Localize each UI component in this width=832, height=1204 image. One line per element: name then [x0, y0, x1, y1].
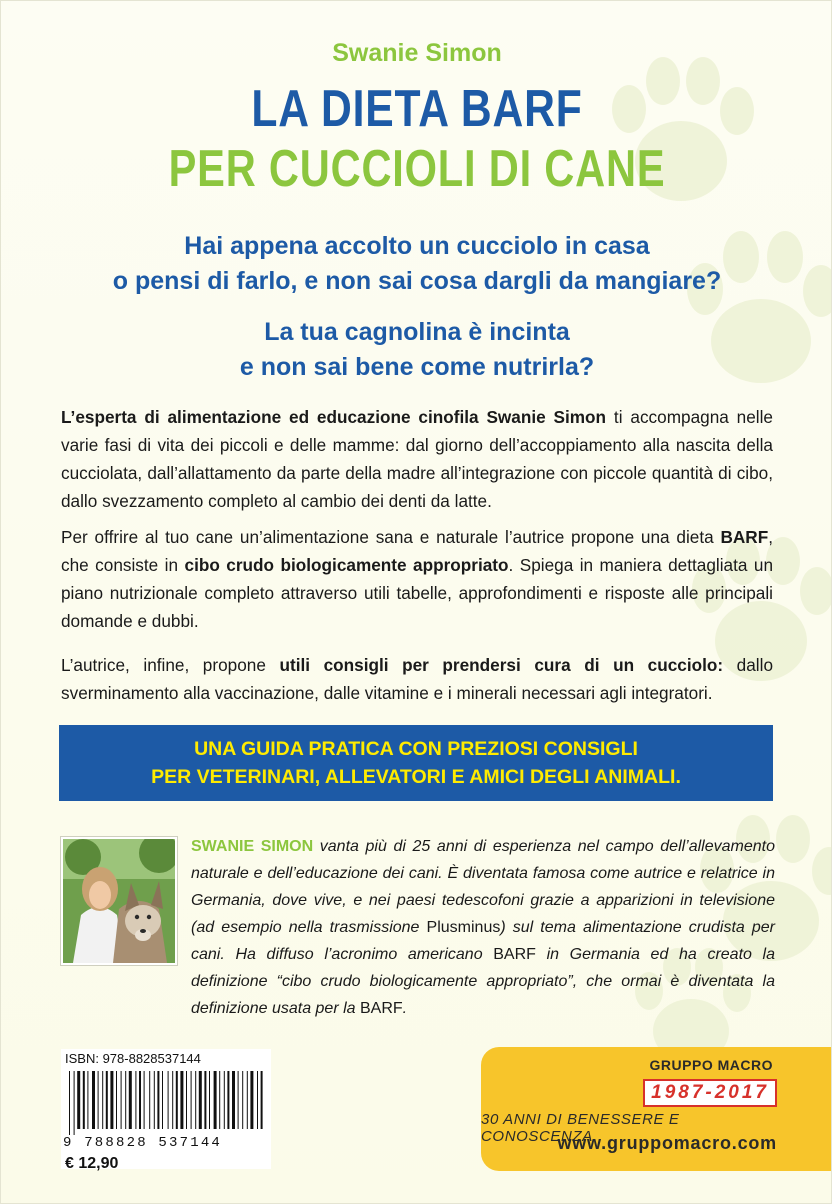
publisher-name: GRUPPO MACRO: [649, 1057, 773, 1073]
book-title-line1: LA DIETA BARF: [251, 80, 583, 138]
barcode-bar: [204, 1071, 206, 1129]
question-1-line2: o pensi di farlo, e non sai cosa dargli da mangiare?: [112, 267, 722, 295]
question-2-line1: La tua cagnolina è incinta: [264, 318, 570, 346]
barcode-bar: [125, 1071, 126, 1129]
barcode-bar: [110, 1071, 113, 1129]
barcode-bar: [232, 1071, 235, 1129]
barcode-bar: [83, 1071, 85, 1129]
barcode-bar: [69, 1071, 70, 1135]
barcode-bar: [154, 1071, 155, 1129]
barcode-bar: [87, 1071, 88, 1129]
ean-digits: 9 788828 537144: [63, 1135, 223, 1151]
barcode-bar: [257, 1071, 258, 1129]
barcode-bar: [98, 1071, 99, 1129]
barcode-bar: [106, 1071, 108, 1129]
barcode-icon: [63, 1071, 269, 1135]
barcode-bar: [180, 1071, 183, 1129]
barcode-bar: [129, 1071, 132, 1129]
barcode-bar: [74, 1071, 75, 1135]
author-bio: SWANIE SIMON vanta più di 25 anni di esperienza nel campo dell’allevamento naturale e dell’educazione dei cani. È diventata famosa come autrice e relatrice in Germania, dove vive, e nei paesi tedescofoni grazie a apparizioni in televisione (ad esempio nella trasmissione Plusminus) sul tema alimentazione crudista per cani. Ha diffuso l’acronimo americano BARF in Germania ed ha creato la definizione “cibo crudo biologicamente appropriato”, che ormai è diventata la definizione usata per la BARF.: [191, 838, 776, 1017]
barcode-bar: [219, 1071, 220, 1129]
description-paragraph-1: L’esperta di alimentazione ed educazione cinofila Swanie Simon ti accompagna nelle varie fasi di vita dei piccoli e delle mamme: dal giorno dell’accoppiamento alla nascita della cucciolata, dall’allattamento da parte della madre all’integrazione con piccole quantità di cibo, dallo svezzamento completo al cambio dei denti da latte.: [61, 407, 773, 511]
barcode-bar: [168, 1071, 169, 1129]
isbn-label: ISBN: 978-8828537144: [65, 1051, 201, 1066]
barcode-bar: [247, 1071, 248, 1129]
barcode-bar: [214, 1071, 217, 1129]
question-2-line2: e non sai bene come nutrirla?: [239, 353, 595, 381]
barcode-bar: [176, 1071, 178, 1129]
isbn-barcode-block: [61, 1049, 271, 1172]
barcode-bar: [149, 1071, 150, 1129]
book-price: € 12,90: [65, 1155, 119, 1172]
barcode-bar: [242, 1071, 243, 1129]
barcode-bar: [186, 1071, 187, 1129]
publisher-tagline: 30 ANNI DI BENESSERE E CONOSCENZA: [481, 1111, 680, 1145]
question-2: [1, 315, 832, 385]
barcode-bar: [116, 1071, 117, 1129]
barcode-bar: [261, 1071, 263, 1129]
question-1-line1: Hai appena accolto un cucciolo in casa: [184, 232, 650, 260]
barcode-bar: [139, 1071, 141, 1129]
barcode-bar: [121, 1071, 122, 1129]
author-with-dog-icon: [63, 839, 175, 963]
book-title-line2: PER CUCCIOLI DI CANE: [168, 140, 666, 198]
barcode-bar: [92, 1071, 95, 1129]
barcode-bar: [162, 1071, 163, 1129]
barcode-bar: [227, 1071, 229, 1129]
barcode-bar: [209, 1071, 210, 1129]
author-photo: [61, 837, 177, 965]
barcode-bar: [199, 1071, 202, 1129]
barcode-bar: [224, 1071, 225, 1129]
barcode-bar: [238, 1071, 239, 1129]
barcode-bar: [77, 1071, 80, 1129]
banner-line2: PER VETERINARI, ALLEVATORI E AMICI DEGLI ANIMALI.: [151, 766, 681, 788]
barcode-bar: [250, 1071, 253, 1129]
banner-line1: UNA GUIDA PRATICA CON PREZIOSI CONSIGLI: [194, 738, 638, 760]
barcode-bar: [195, 1071, 196, 1129]
description-paragraph-3: L’autrice, infine, propone utili consigli per prendersi cura di un cucciolo: dallo sverminamento alla vaccinazione, dalle vitamine e i minerali necessari agli integratori.: [61, 655, 774, 703]
barcode-bar: [191, 1071, 192, 1129]
highlight-banner: [59, 725, 773, 801]
publisher-anniversary-years: 1987-2017: [643, 1079, 777, 1107]
barcode-bar: [172, 1071, 173, 1129]
barcode-bar: [135, 1071, 136, 1129]
question-1: [1, 229, 832, 299]
publisher-badge: [481, 1047, 832, 1171]
barcode-bar: [157, 1071, 159, 1129]
barcode-bar: [102, 1071, 103, 1129]
barcode-bar: [144, 1071, 145, 1129]
publisher-website: www.gruppomacro.com: [557, 1133, 777, 1153]
description-paragraph-2: Per offrire al tuo cane un’alimentazione sana e naturale l’autrice propone una dieta BARF, che consiste in cibo crudo biologicamente appropriato. Spiega in maniera dettagliata un piano nutrizionale completo attraverso utili tabelle, approfondimenti e risposte alle principali domande e dubbi.: [61, 527, 774, 631]
author-name: Swanie Simon: [332, 39, 502, 67]
